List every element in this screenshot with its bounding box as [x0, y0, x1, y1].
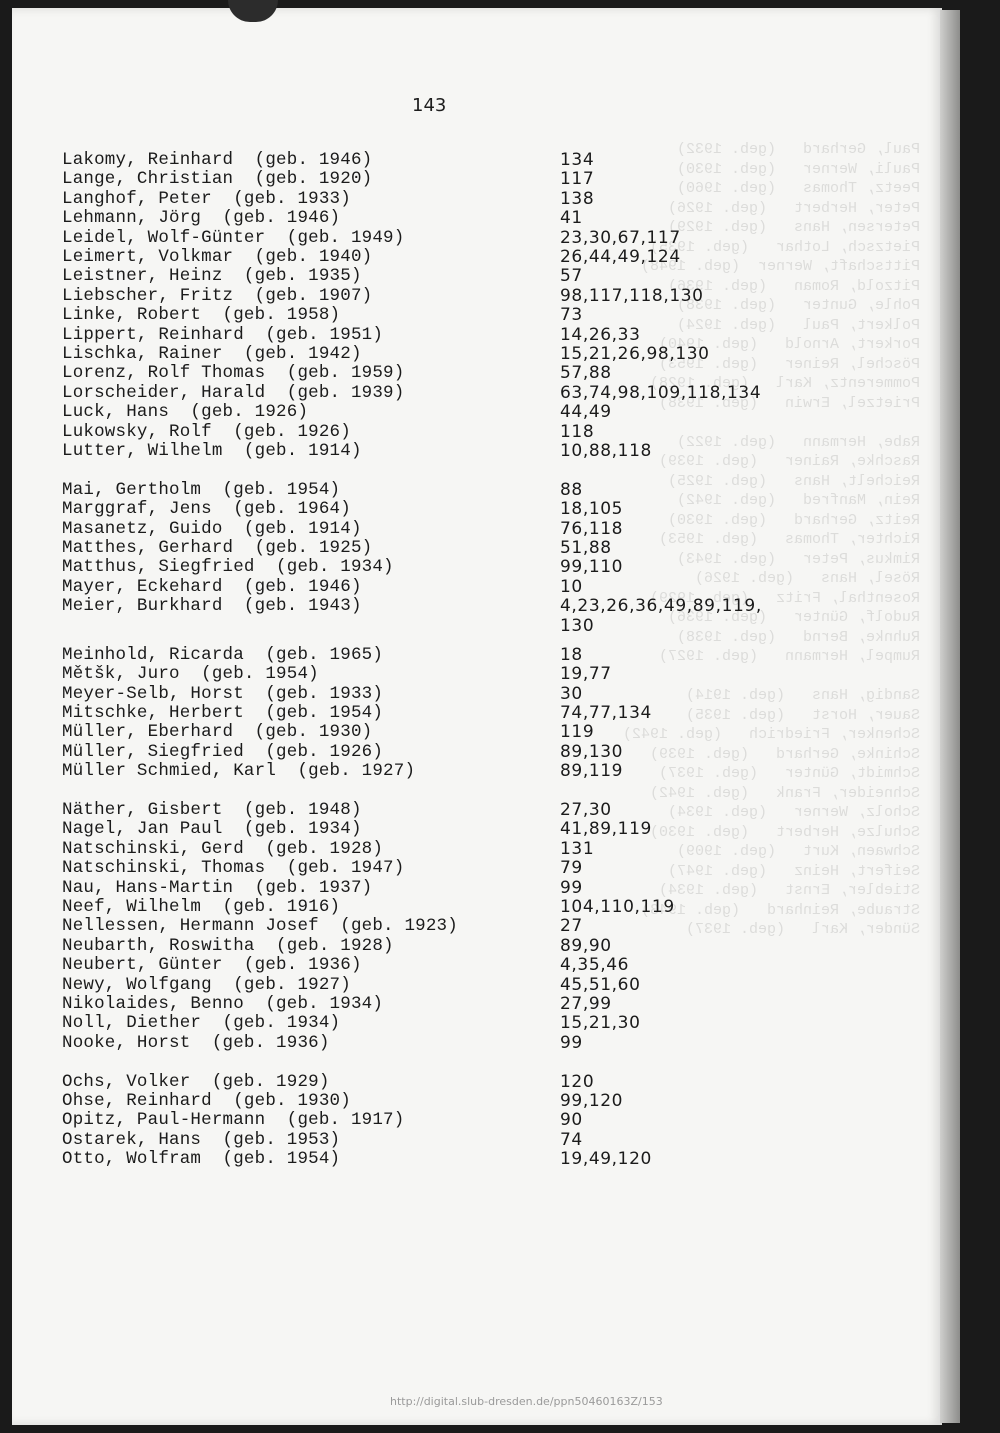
index-entry — [0, 1130, 1000, 1150]
entry-name: Liebscher, Fritz (geb. 1907) — [62, 285, 373, 306]
index-entry — [0, 722, 1000, 742]
index-entry — [0, 878, 1000, 898]
source-url: http://digital.slub-dresden.de/ppn50460163Z/153 — [390, 1395, 663, 1408]
index-entry — [0, 538, 1000, 558]
index-entry — [0, 684, 1000, 704]
entry-name: Lakomy, Reinhard (geb. 1946) — [62, 150, 373, 170]
entry-pages: 30 — [560, 683, 583, 704]
entry-name: Mai, Gertholm (geb. 1954) — [62, 479, 341, 500]
entry-name: Newy, Wolfgang (geb. 1927) — [62, 974, 351, 995]
index-entry — [0, 286, 1000, 306]
index-entry — [0, 480, 1000, 500]
entry-pages: 4,35,46 — [560, 955, 630, 976]
entry-pages: 23,30,67,117 — [560, 227, 681, 248]
entry-name: Leistner, Heinz (geb. 1935) — [62, 266, 362, 287]
index-entry — [0, 761, 1000, 781]
entry-name: Müller Schmied, Karl (geb. 1927) — [62, 761, 416, 782]
entry-name: Otto, Wolfram (geb. 1954) — [62, 1149, 341, 1170]
entry-pages: 130 — [560, 615, 595, 636]
entry-pages: 99,110 — [560, 557, 624, 578]
index-entry — [0, 402, 1000, 422]
index-entry — [0, 1091, 1000, 1111]
index-entry — [0, 800, 1000, 820]
entry-name: Ochs, Volker (geb. 1929) — [62, 1071, 330, 1092]
entry-name: Langhof, Peter (geb. 1933) — [62, 188, 351, 209]
entry-name: Lischka, Rainer (geb. 1942) — [62, 344, 362, 364]
index-entry — [0, 616, 1000, 636]
index-entry — [0, 975, 1000, 995]
entry-name: Matthes, Gerhard (geb. 1925) — [62, 538, 373, 558]
entry-name: Lehmann, Jörg (geb. 1946) — [62, 208, 341, 229]
index-entry — [0, 344, 1000, 364]
entry-name: Linke, Robert (geb. 1958) — [62, 305, 341, 326]
index-entry — [0, 1149, 1000, 1169]
index-entry — [0, 519, 1000, 539]
entry-pages: 57,88 — [560, 363, 612, 384]
entry-name: Noll, Diether (geb. 1934) — [62, 1013, 341, 1034]
entry-pages: 74,77,134 — [560, 702, 652, 723]
entry-name: Leidel, Wolf-Günter (geb. 1949) — [62, 227, 405, 248]
index-entry — [0, 150, 1000, 170]
entry-name: Ostarek, Hans (geb. 1953) — [62, 1129, 341, 1150]
entry-name: Neef, Wilhelm (geb. 1916) — [62, 896, 341, 917]
entry-pages: 44,49 — [560, 402, 612, 423]
entry-pages: 45,51,60 — [560, 974, 641, 995]
entry-pages: 19,77 — [560, 664, 612, 685]
entry-name: Lorscheider, Harald (geb. 1939) — [62, 382, 405, 403]
entry-pages: 18 — [560, 644, 583, 665]
entry-name: Mayer, Eckehard (geb. 1946) — [62, 576, 362, 597]
index-entry — [0, 645, 1000, 665]
entry-pages: 73 — [560, 305, 583, 326]
index-entry — [0, 703, 1000, 723]
index-entry — [0, 1110, 1000, 1130]
index-entry — [0, 441, 1000, 461]
entry-name: Müller, Eberhard (geb. 1930) — [62, 722, 373, 743]
entry-pages: 90 — [560, 1110, 583, 1131]
entry-name: Lukowsky, Rolf (geb. 1926) — [62, 421, 351, 442]
entry-name: Meier, Burkhard (geb. 1943) — [62, 596, 362, 617]
index-entry — [0, 577, 1000, 597]
entry-pages: 89,90 — [560, 935, 612, 956]
entry-pages: 104,110,119 — [560, 896, 675, 917]
entry-pages: 10 — [560, 576, 583, 597]
entry-pages: 131 — [560, 838, 595, 859]
entry-pages: 119 — [560, 722, 595, 743]
index-entry — [0, 819, 1000, 839]
entry-name: Mětšk, Juro (geb. 1954) — [62, 664, 319, 685]
entry-pages: 117 — [560, 169, 595, 190]
index-entry — [0, 557, 1000, 577]
entry-name: Nau, Hans-Martin (geb. 1937) — [62, 877, 373, 898]
entry-pages: 15,21,30 — [560, 1013, 641, 1034]
entry-pages: 27,99 — [560, 993, 612, 1014]
index-entry — [0, 266, 1000, 286]
entry-name: Marggraf, Jens (geb. 1964) — [62, 499, 351, 520]
entry-pages: 74 — [560, 1129, 583, 1150]
entry-pages: 4,23,26,36,49,89,119, — [560, 596, 762, 617]
entry-pages: 27 — [560, 916, 583, 937]
entry-name: Ohse, Reinhard (geb. 1930) — [62, 1090, 351, 1111]
index-entry — [0, 994, 1000, 1014]
entry-pages: 120 — [560, 1071, 595, 1092]
entry-pages: 89,130 — [560, 741, 624, 762]
index-entry — [0, 169, 1000, 189]
entry-name: Nagel, Jan Paul (geb. 1934) — [62, 819, 362, 840]
entry-name: Natschinski, Thomas (geb. 1947) — [62, 858, 405, 879]
index-entry — [0, 664, 1000, 684]
index-entry — [0, 208, 1000, 228]
index-entry — [0, 1033, 1000, 1053]
entry-pages: 41 — [560, 208, 583, 229]
entry-pages: 76,118 — [560, 518, 624, 539]
entry-pages: 14,26,33 — [560, 324, 641, 345]
index-entry — [0, 858, 1000, 878]
entry-name: Leimert, Volkmar (geb. 1940) — [62, 247, 373, 267]
entry-pages: 138 — [560, 188, 595, 209]
index-entry — [0, 916, 1000, 936]
entry-pages: 51,88 — [560, 538, 612, 558]
entry-pages: 98,117,118,130 — [560, 285, 704, 306]
index-entry — [0, 499, 1000, 519]
index-entry — [0, 189, 1000, 209]
entry-pages: 134 — [560, 150, 595, 170]
show-through-text: Paul, Gerhard (geb. 1932) Pauli, Werner (geb. 1930) Peetz, Thomas (geb. 1960) Peter, Herbert (geb. 1926) Petersen, Hans (geb. 1929) Pietzsch, Lothar (geb. 1935) Pittschaft, Werner (geb. 1948) Pitzold, Roman (geb. 1936) Pohle, Gunter (geb. 1938) Polkert, Paul (geb. 1924) Porkert, Arnold (geb. 1940) Pöschel, Reiner (geb. 1953) Pommerentz, Karl (geb. 1928) Prietzel, Erwin (geb. 1938) Rabe, Hermann (geb. 1922) Raschke, Rainer (geb. 1939) Reichelt, Hans (geb. 1925) Rein, Manfred (geb. 1942) Reitz, Gerhard (geb. 1930) Richter, Thomas (geb. 1953) Rimkus, Peter (geb. 1943) Rösel, Hans (geb. 1926) Rosenthal, Fritz (geb. 1929) Rudolf, Günter (geb. 1936) Ruhnke, Bernd (geb. 1938) Rumpel, Hermann (geb. 1927) Sandig, Hans (geb. 1914) Sauer, Horst (geb. 1935) Schenker, Friedrich (geb. 1942) Schinke, Gerhard (geb. 1939) Schmidt, Günter (geb. 1937) Schneider, Frank (geb. 1942) Scholz, Werner (geb. 1934) Schulze, Herbert (geb. 1930) Schwaen, Kurt (geb. 1909) Seifert, Heinz (geb. 1947) Stiebler, Ernst (geb. 1934) Straube, Reinhard (geb. 1943) Sünder, Karl (geb. 1937) — [622, 141, 920, 938]
index-entry — [0, 596, 1000, 616]
index-entry — [0, 839, 1000, 859]
entry-pages: 27,30 — [560, 799, 612, 820]
entry-name: Neubarth, Roswitha (geb. 1928) — [62, 935, 394, 956]
entry-pages: 41,89,119 — [560, 819, 652, 840]
entry-name: Näther, Gisbert (geb. 1948) — [62, 799, 362, 820]
entry-name: Meinhold, Ricarda (geb. 1965) — [62, 644, 384, 665]
entry-name: Lippert, Reinhard (geb. 1951) — [62, 324, 384, 345]
entry-name: Lange, Christian (geb. 1920) — [62, 169, 373, 190]
entry-pages: 88 — [560, 479, 583, 500]
entry-pages: 79 — [560, 858, 583, 879]
entry-pages: 19,49,120 — [560, 1149, 652, 1170]
entry-pages: 18,105 — [560, 499, 624, 520]
entry-pages: 99,120 — [560, 1090, 624, 1111]
entry-name: Luck, Hans (geb. 1926) — [62, 402, 309, 423]
entry-name: Meyer-Selb, Horst (geb. 1933) — [62, 683, 384, 704]
entry-pages: 99 — [560, 877, 583, 898]
entry-name: Natschinski, Gerd (geb. 1928) — [62, 838, 384, 859]
entry-name: Neubert, Günter (geb. 1936) — [62, 955, 362, 976]
page-number: 143 — [412, 95, 447, 116]
entry-name: Mitschke, Herbert (geb. 1954) — [62, 702, 384, 723]
index-entry — [0, 742, 1000, 762]
index-entry — [0, 305, 1000, 325]
entry-pages: 57 — [560, 266, 583, 287]
entry-name: Lorenz, Rolf Thomas (geb. 1959) — [62, 363, 405, 384]
entry-pages: 15,21,26,98,130 — [560, 344, 710, 364]
entry-pages: 99 — [560, 1032, 583, 1053]
entry-pages: 63,74,98,109,118,134 — [560, 382, 762, 403]
index-entry — [0, 1072, 1000, 1092]
entry-pages: 118 — [560, 421, 595, 442]
index-entry — [0, 325, 1000, 345]
entry-pages: 26,44,49,124 — [560, 247, 681, 267]
entry-name: Müller, Siegfried (geb. 1926) — [62, 741, 384, 762]
index-entry — [0, 363, 1000, 383]
index-entry — [0, 897, 1000, 917]
entry-name: Masanetz, Guido (geb. 1914) — [62, 518, 362, 539]
entry-name: Lutter, Wilhelm (geb. 1914) — [62, 441, 362, 461]
index-entry — [0, 383, 1000, 403]
entry-name: Nellessen, Hermann Josef (geb. 1923) — [62, 916, 458, 937]
entry-pages: 10,88,118 — [560, 441, 652, 461]
index-entry — [0, 936, 1000, 956]
index-entry — [0, 955, 1000, 975]
index-entry — [0, 228, 1000, 248]
entry-name: Opitz, Paul-Hermann (geb. 1917) — [62, 1110, 405, 1131]
entry-pages: 89,119 — [560, 761, 624, 782]
index-entry — [0, 1013, 1000, 1033]
entry-name: Matthus, Siegfried (geb. 1934) — [62, 557, 394, 578]
index-entry — [0, 247, 1000, 267]
entry-name: Nooke, Horst (geb. 1936) — [62, 1032, 330, 1053]
entry-name: Nikolaides, Benno (geb. 1934) — [62, 993, 384, 1014]
index-entry — [0, 422, 1000, 442]
